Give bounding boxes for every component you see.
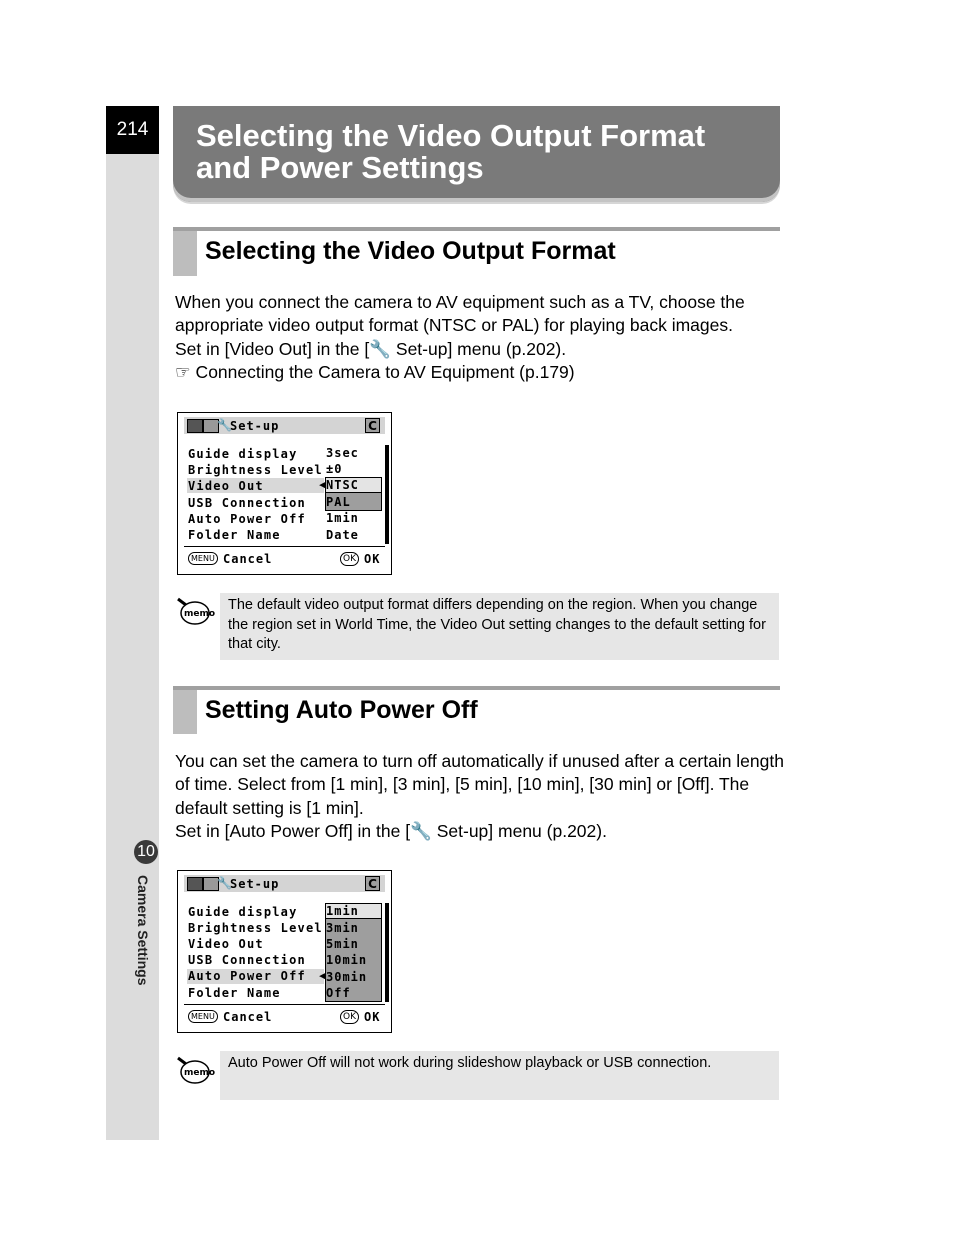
cancel-label: Cancel [223,552,273,566]
menu-item[interactable]: Folder Name [188,528,281,542]
paragraph: Set in [Auto Power Off] in the [🔧 Set-up] menu (p.202). [175,820,607,841]
option-item[interactable]: 1min [326,904,359,918]
page-title: Selecting the Video Output Format and Power Settings [196,118,706,185]
cancel-label: Cancel [223,1010,273,1024]
paragraph: You can set the camera to turn off automatically if unused after a certain length of time. Select from [1 min], [3 min], [5 min], [10 min], [30 min] or [Off]. The default setting is [1 min]. [175,751,784,818]
wrench-icon: 🔧 [217,876,232,890]
paragraph: Set in [Video Out] in the [🔧 Set-up] menu (p.202). [175,338,567,359]
section-heading-video-output: Selecting the Video Output Format [205,237,616,265]
ok-button-icon: OK [340,1010,359,1024]
camera-tab-icon [187,419,203,433]
chapter-label: Camera Settings [135,875,151,986]
chapter-number: 10 [134,840,158,864]
section-body-video-output [175,291,785,384]
menu-header-label: Set-up [230,877,280,891]
cross-reference-link[interactable]: ☞ Connecting the Camera to AV Equipment (p.179) [175,361,575,382]
menu-item[interactable]: Video Out [188,937,264,951]
menu-item[interactable]: Guide display [188,447,298,461]
paragraph: When you connect the camera to AV equipment such as a TV, choose the appropriate video output format (NTSC or PAL) for playing back images. [175,292,745,336]
section-rule [173,686,780,690]
menu-item[interactable]: USB Connection [188,496,306,510]
menu-value: Date [326,528,359,542]
memo-icon [176,1056,216,1084]
menu-item[interactable]: Guide display [188,905,298,919]
memo-note: Auto Power Off will not work during slideshow playback or USB connection. [220,1051,779,1100]
footer-divider [184,546,385,547]
menu-item[interactable]: Folder Name [188,986,281,1000]
ok-button-icon: OK [340,552,359,566]
camera-tab-icon [187,877,203,891]
option-item[interactable]: 3min [326,921,359,935]
camera-menu-screen-video-out [177,412,392,575]
selector-arrow-icon: ◀ [319,478,326,491]
menu-item[interactable]: USB Connection [188,953,306,967]
option-item[interactable]: Off [326,986,351,1000]
ok-label: OK [364,1010,381,1024]
wrench-icon: 🔧 [217,418,232,432]
memo-note: The default video output format differs depending on the region. When you change the region set in World Time, the Video Out setting changes to the default setting for that city. [220,593,779,660]
scrollbar[interactable] [385,445,389,544]
menu-button-icon: MENU [188,552,218,565]
section-heading-auto-power-off: Setting Auto Power Off [205,696,478,724]
custom-tab-icon: C [365,876,380,891]
menu-item[interactable]: Brightness Level [188,463,323,477]
custom-tab-icon: C [365,418,380,433]
section-tab [173,690,197,734]
menu-value: 1min [326,511,359,525]
option-item[interactable]: PAL [326,495,351,509]
camera-menu-screen-auto-power-off [177,870,392,1033]
menu-header-label: Set-up [230,419,280,433]
section-tab [173,231,197,276]
memo-icon-label: memo [184,609,216,619]
option-item[interactable]: NTSC [326,478,359,492]
ok-label: OK [364,552,381,566]
scrollbar[interactable] [385,903,389,1002]
memo-icon-label: memo [184,1068,216,1078]
menu-value: ±0 [326,462,343,476]
option-item[interactable]: 5min [326,937,359,951]
section-rule [173,227,780,231]
menu-button-icon: MENU [188,1010,218,1023]
menu-item-selected[interactable]: Auto Power Off [188,969,306,983]
selector-arrow-icon: ◀ [319,969,326,982]
chapter-label-container [120,875,160,1015]
menu-value: 3sec [326,446,359,460]
menu-item[interactable]: Brightness Level [188,921,323,935]
menu-item[interactable]: Auto Power Off [188,512,306,526]
option-item[interactable]: 30min [326,970,368,984]
footer-divider [184,1004,385,1005]
menu-item-selected[interactable]: Video Out [188,479,264,493]
memo-icon [176,597,216,625]
section-body-auto-power-off [175,750,785,843]
page-number: 214 [106,106,159,154]
option-item[interactable]: 10min [326,953,368,967]
